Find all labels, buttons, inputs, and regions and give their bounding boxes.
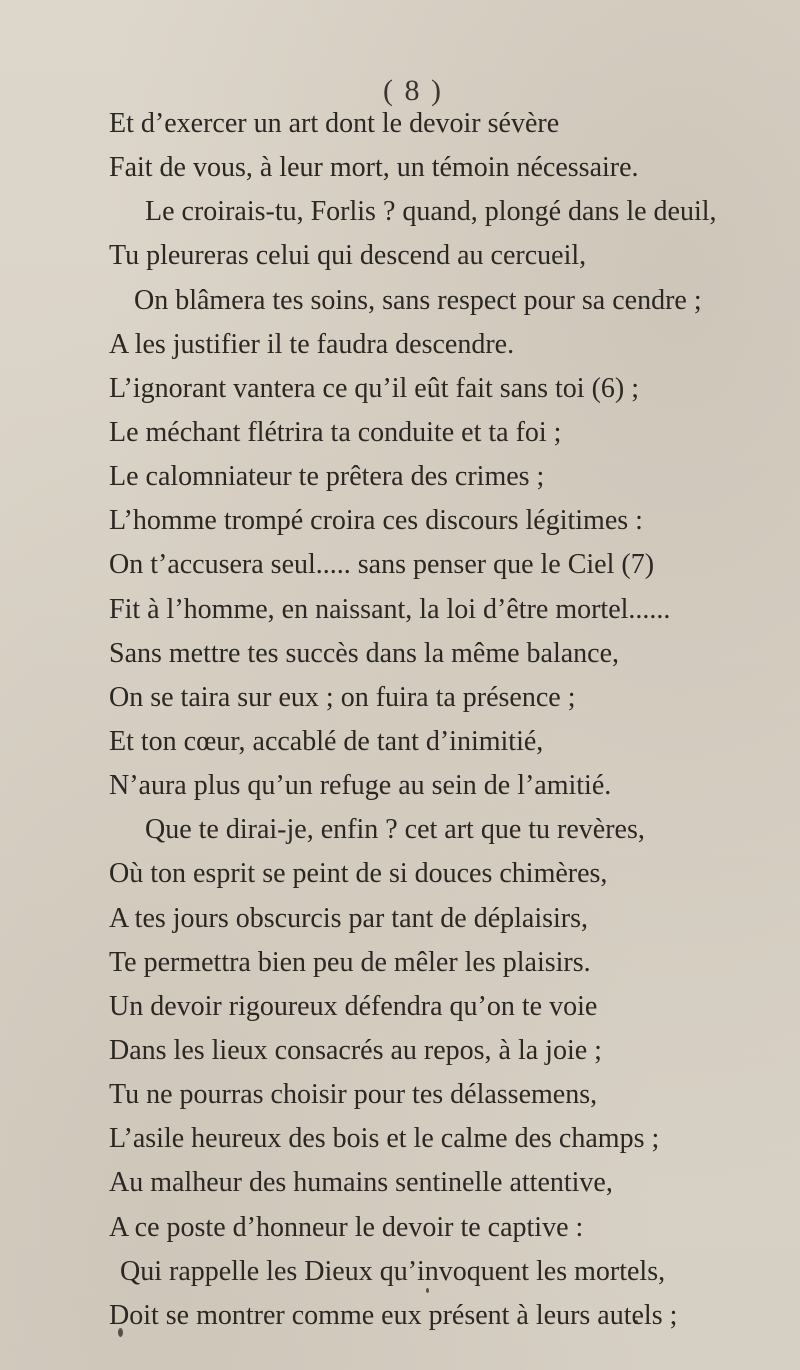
- verse-line: Et ton cœur, accablé de tant d’inimitié,: [109, 726, 544, 757]
- verse-line: Un devoir rigoureux défendra qu’on te voie: [109, 991, 598, 1022]
- verse-line: Fit à l’homme, en naissant, la loi d’être mortel......: [109, 594, 671, 625]
- verse-line: Et d’exercer un art dont le devoir sévère: [109, 108, 560, 139]
- verse-line: Que te dirai-je, enfin ? cet art que tu revères,: [145, 814, 645, 845]
- verse-line: Au malheur des humains sentinelle attentive,: [109, 1167, 613, 1198]
- verse-line: A les justifier il te faudra descendre.: [109, 329, 515, 360]
- verse-line: Le méchant flétrira ta conduite et ta foi ;: [109, 417, 562, 448]
- verse-line: Qui rappelle les Dieux qu’invoquent les mortels,: [120, 1256, 666, 1287]
- verse-line: L’homme trompé croira ces discours légitimes :: [109, 505, 643, 536]
- verse-line: On se taira sur eux ; on fuira ta présence ;: [109, 682, 576, 713]
- verse-line: On blâmera tes soins, sans respect pour sa cendre ;: [134, 285, 702, 316]
- verse-line: N’aura plus qu’un refuge au sein de l’amitié.: [109, 770, 612, 801]
- verse-line: On t’accusera seul..... sans penser que le Ciel (7): [109, 549, 655, 580]
- verse-line: Où ton esprit se peint de si douces chimères,: [109, 858, 608, 889]
- verse-line: L’asile heureux des bois et le calme des champs ;: [109, 1123, 660, 1154]
- verse-line: Sans mettre tes succès dans la même balance,: [109, 638, 620, 669]
- page-number: ( 8 ): [383, 74, 443, 107]
- verse-line: Dans les lieux consacrés au repos, à la joie ;: [109, 1035, 602, 1066]
- verse-line: A tes jours obscurcis par tant de déplaisirs,: [109, 903, 589, 934]
- verse-line: Tu ne pourras choisir pour tes délassemens,: [109, 1079, 598, 1110]
- verse-line: Le croirais-tu, Forlis ? quand, plongé dans le deuil,: [145, 196, 717, 227]
- verse-line: A ce poste d’honneur le devoir te captive :: [109, 1212, 584, 1243]
- verse-line: Te permettra bien peu de mêler les plaisirs.: [109, 947, 591, 978]
- verse-line: Doit se montrer comme eux présent à leurs autels ;: [109, 1300, 678, 1331]
- verse-line: Tu pleureras celui qui descend au cercueil,: [109, 240, 587, 271]
- verse-line: Fait de vous, à leur mort, un témoin nécessaire.: [109, 152, 639, 183]
- verse-line: L’ignorant vantera ce qu’il eût fait sans toi (6) ;: [109, 373, 640, 404]
- verse-line: Le calomniateur te prêtera des crimes ;: [109, 461, 545, 492]
